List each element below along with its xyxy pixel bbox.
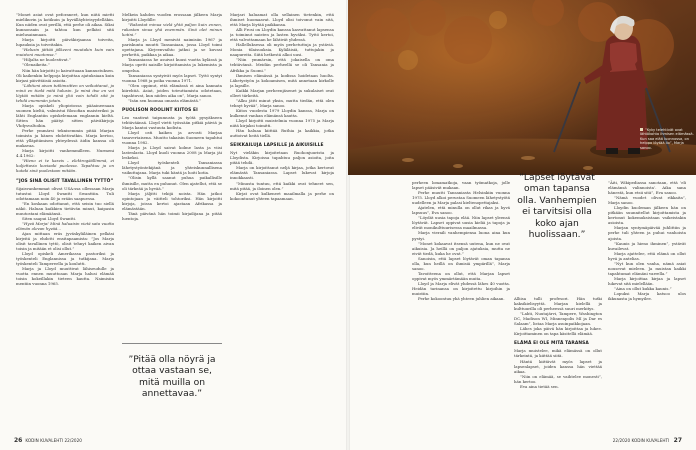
caption-marker-icon — [640, 128, 643, 131]
pull-quote — [122, 343, 222, 400]
paragraph: Nyt vieläkin kirjoitetaan Ruohonjuurista ja Lloydista. Kirjoissa tapahtuu paljon asioita, joita pitää tehdä. — [230, 150, 334, 166]
footer-text: KODIN KUVALEHTI 22/2020 — [25, 438, 82, 443]
right-column-2 — [514, 296, 602, 438]
paragraph: ”En koskaan odottanut, että seisin tuo siellä näkö. Haluan kaikkien tietävän minut, kaipasin muutostani elämäänsä. — [16, 200, 114, 216]
page-footer — [613, 437, 682, 444]
paragraph: Häntä kiittävät myös lapset ja lapsenlapset, joiden kanssa hän viettää aikaa. — [514, 358, 602, 374]
paragraph: Marja ja Lloyd saivat kolme lasta ja viisi lastenlasta. Lloyd kuoli vuonna 2008 ja Marja jäi leskeksi. — [122, 145, 222, 161]
paragraph: ”Hieno ei te kasvis – elektrogäällimmä, ei kuljettavia kuviaaki puolessa. Tapahtuu ja on kutaki sinä puolestaan mitään. — [16, 158, 114, 174]
paragraph: Marja ja Lloyd muuttivat lähiseudulle ja vuotta ennen muuttoaan Marja halusi elämää toisin kokeillakin tieteen kautta. Naimisiin mentiin vuonna 1965. — [16, 266, 114, 287]
paragraph: Perhe muutti Tansaniasta Helsinkiin vuonna 1975. Lloyd alkoi perustaa Suomeen lähetystyötä uudelleen ja Marja palasi kieltenopettajaksi. — [412, 190, 510, 206]
paragraph: Marjari haluamat olla sellainen tietenkin, että ihmiset huomaavat. Lloyd olisi toivonut vain sitä, että Marja löytää paikkansa. — [230, 12, 334, 28]
paragraph: ”Olen oppinut, että elämässä ei aina kannata kiirehtiä. Asiat, joiden toteuttamista odotetaan, tapahtuvat, kun niiden aika on”, Marja sanoo. — [122, 82, 222, 98]
subheading: ”JOS SINÄ OLISIT TAVALLINEN TYTTÖ” — [16, 178, 114, 184]
footer-text: 22/2020 KODIN KUVALEHTI — [612, 438, 670, 443]
paragraph: Lloydin kuoleman jälkeen hän on pitkään suunnitellut kirjoittamista ja kertonut kokemuksistaan vaikeistakin asioista. — [608, 205, 686, 226]
paragraph: Marja vieraili vanhempiensa luona aina kun pystyi. — [412, 230, 510, 241]
paragraph: ”Halusin jättää jälkeeni muutakin kuin vain muistoni muotonsa.” — [16, 47, 114, 58]
paragraph: ”Hyvä Marja! Minä haluaisin vietä sata vuotta elämän olevan hyvää... — [16, 220, 114, 231]
subheading: PUOLISON ROOLINT KIITOS EI — [122, 107, 198, 113]
paragraph: Ihmisen elämässä ja kodissa hoidetaan huolta. Lähetystyön ja kokoamisen, mitä annetaan kirkolle ja lapsille. — [230, 72, 334, 88]
paragraph: Lloyd osti kaiken ja arvosti Marjaa tasavertaisena. Muutto takaisin Suomeen tapahtui vuonna 1982. — [122, 130, 222, 146]
page-gutter — [346, 0, 350, 450]
paragraph: Marja kirjoitti vanhemmilleen. Nurmeni 4.4.1962: — [16, 148, 114, 159]
paragraph: Marja on kirjoittanut neljä kirjaa, jotka kertovat elämästä Tansaniassa. Lapset lukevat kirjoja innokkaasti. — [230, 165, 334, 181]
paragraph: Tansaniassa he asuivat kuusi vuotta kylässä ja Marja opetti naisille kirjoittamista ja lukemista ja ompelua. — [122, 57, 222, 73]
paragraph: ”Monet kokaavat itsensä uutena, kun ne ovat aikuisia. Ja heillä on paljon ajatuksia, mutta ne eivät tiedä, kuka he ovat.” — [412, 240, 510, 256]
paragraph: ”Äiti, Wikipediassa sanotaan, että ’eli elämänsä valinnoista’. Aika sana hänestä, kun etsii sitä”, Eva sanoo. — [608, 180, 686, 196]
paragraph: Niin hän kirjoitti jo kaivattuaan kannustuksen. Oli kaikenkin helppoja kirjoittaa ajatuksiaan kuin kirjasi päivittäisiä asioita. — [16, 67, 114, 83]
right-column-3 — [608, 180, 686, 438]
paragraph: Perhe kokoontuu yhä yhteen juhlien aikaan. — [418, 296, 505, 302]
paragraph: Tansaniassa syntyivät myös lapset. Tyttö syntyi vuonna 1968 ja poika vuonna 1971. — [122, 72, 222, 83]
paragraph: Lloyd työskenteli Tansaniassa lähetystyöntekijänä ja yhteiskunnallisena vaikuttajana. Marja tuki häntä ja hoiti kotia. — [122, 160, 222, 176]
paragraph: Marjan syntymäpäivää juhlittiin ja perhe tuli yhteen ja puhui vanhoista ajoista. — [608, 225, 686, 241]
paragraph: Lloyd kirjoitti muistelmia vuonna 1975 ja Marja niitä kirjaksi toimitti. — [230, 117, 334, 129]
paragraph: ”Nyt kun olen vanha, nämä asiat nousevat mieleen. Ja muistan kaikki tapahtumat elämäni varrella.” — [608, 260, 686, 276]
paragraph: Tavoitteena on ollut, että Marjan lapset oppivat myös ymmärtämään muita. — [412, 270, 510, 281]
paragraph: Tänä päivänä hän toimii kirjailijana ja pitää luentoja. — [122, 210, 222, 221]
paragraph: ”Nämä vuodet olivat rikkaita”, Marja sanoo. — [608, 195, 686, 206]
paragraph: ”Olisin kyllä saanut puhua paikallisille ihmisille, mutta en puhunut. Olen ajatellut, että se oli tärkeää ja hyvää.” — [122, 175, 222, 191]
paragraph: Hallelluksessa oli myös perhetuttuja ja ystäviä. Monia tilaisuuksia. Kyläläisiä, tuttujakin ja naapureita. Siitä hetkestä alkoi uusi. — [230, 42, 334, 58]
paragraph: perheen lomamatkoja, vaan työmatkoja, jolle lapset pääsivät mukaan. — [412, 180, 510, 191]
paragraph: Marja ja Lloyd menivät naimisiin 1967 ja pariskunta muutti Tansaniaan, jossa Lloyd toimi opettajana. Kirjeenvaihto jatkui ja se kuvasi perhettä, paikkaa ja aikaa. — [122, 37, 222, 58]
paragraph: Marja ajattelee, että elämä on ollut hyvä ja antelias. — [608, 250, 686, 261]
paragraph: Alliisa tulli profesori. Hän tutki kaksikielisyyttä. Marjan kielellä ja kulttuurilla oli perheessä suuri merkitys. — [514, 296, 602, 312]
paragraph: Marja opiskeli yliopistossa pääaineenaan suomen kieltä, valmistui filosofian maisteriksi ja lähti Englantiin opiskelemaan englannin kieltä. Sitten hän päätyi sitten päiväkirjoja Vhdysvaltoihin. — [16, 102, 114, 129]
paragraph: Lopuksi Marja katsoo ulos ikkunasta ja hymyilee. — [608, 291, 686, 302]
pull-quote — [514, 172, 600, 240]
left-column-1 — [16, 12, 114, 440]
paragraph: Perhe ymmärsi teknisemmin pitää Marjan toimista ja hänen ehdottivatkin. Marja kertoo, että ylläpitämisen yhteydessä äidin kanssa oli mukavaa. — [16, 128, 114, 149]
paragraph: ”Niin ymmärsin, että jokaisella on oma tehtävänsä. Meidän perheellä se oli Tansania ja Afrikka ja Suomi.” — [230, 57, 334, 73]
paragraph: Ajan mittaan eräs jyväskyläläinen pelkäsi kirjeitä ja ehdotti ensitapaamista: ”Jos Marja olisit tavallinen tyttö, olisit tehnyt kaiken aivan toisin ja mitään et olisi ollut.” — [16, 230, 114, 252]
page-number: 27 — [673, 437, 682, 444]
paragraph: ”Monet asiat ovat peforaneet, kun niitä mietti mielikuvin ja kotikuin ja hyvälläyhteisyydelläkin. Kun niiden ovat perillä, että perhe oli aikaa. Siksi kunnonsain ja tahtoa kun pelkäsi sitä mielusainmaan. — [16, 12, 114, 38]
left-column-2 — [122, 12, 222, 338]
paragraph: ”Rakastat minua vielä yhtä paljon kuin ennen, rakastan sinua yhä enemmän. Sinä olet minun kotini.” — [122, 22, 222, 38]
paragraph: Lloyd ja Marja elivät yhdessä lähes 40 vuotta. Heidän tarinansa on kirjoitettu kirjoihin ja muistiin. — [412, 280, 510, 297]
paragraph: ”Isän sen huomaa omasta elämästä.” — [128, 97, 201, 103]
paragraph: Ajatelen, että minulla on ollut rikas ja hyvä lapsuus”, Eva sanoo. — [412, 205, 510, 216]
paragraph: Sijaisvanhemmat olivat USA:ssa ollessaan Marja tutustui Lloyd Swantti Swanttiin. Tuli odottamaan noin 40 ja erään saapuessa. — [16, 185, 114, 201]
page-footer — [14, 437, 82, 444]
paragraph: Marja kirjoittaa kirjaa ja lapset lukevat sitä mielellään. — [608, 275, 686, 286]
subheading: SEIKKAILUJA LAPSILLE JA AIKUISILLE — [230, 143, 324, 149]
paragraph: ”Lähtieni aivan tutkimsitten on vaikuttanut, ja minä en tiedä mitä halusin. Ja minä itse en voi löytää mitään ja minä yhä voin tehdä sitä ja tehdä enemmän jotain. — [16, 82, 114, 103]
left-column-3 — [230, 12, 334, 440]
right-column-1 — [412, 180, 510, 438]
paragraph: Marja muistelee, mikä elämässä on ollut tärkeintä, ja kiittää siitä. — [514, 348, 602, 359]
paragraph: Eva aina tietää sen. — [520, 383, 559, 389]
paragraph: Hän haluaa kiittää Ruthia ja kaikkia, jotka auttoivat heitä tiellä. — [230, 128, 334, 139]
page-number: 26 — [14, 437, 23, 444]
paragraph: ”Aina on ollut kukka kaunis.” — [614, 285, 672, 291]
paragraph: Marja jäljitti tekijä noista. Hän jatkoi opintojaan ja väitteli tohtoriksi. Hän kirjoitti kirjoja, joissa kertoi ajastaan Afrikassa ja elämästään. — [122, 190, 222, 211]
paragraph: Kaikki Marjan perheenjäsenet ja sukulaiset ovat olleet tärkeitä. — [230, 87, 334, 98]
paragraph: Lloyd opiskeli Amerikassa pastoriksi ja työskenteli Englannissa ja tutkijana. Marja työskenteli Tampereella ja koulutti. — [16, 251, 114, 267]
caption-text: ”Kyky telehtivät ovat lähtökohta ihmisen elämässä. Kun saa elää luonnossa, on helppo löytää ilo”, Marja sanoo. — [640, 128, 694, 150]
paragraph: Sanoisin, että lapset löytävät oman tapansa olla, kun heillä on ihmisiä ympärillä”, Marja sanoo. — [412, 255, 510, 271]
paragraph: Leo vaativat taipumusta ja työtä pysyäkseen tehtäväänsä. Lloyd vietti työssään pitkiä päiviä ja Marja kantoi vastuuta kodista. — [122, 114, 222, 130]
paragraph: Marja kirjoitti päiväkirjaansa toiveita, lupauksia ja toiveitakin. — [16, 37, 114, 48]
paragraph: ”Minusta tuntuu, että kaikki ovat tehneet sen, mitä pitää, ja iloinen olen.” — [230, 180, 334, 191]
paragraph: Kiitos vuodesta 1979 Lloydin kanssa, Marja on kulkenut vanhan elämänsä kautta. — [230, 107, 334, 118]
paragraph: Siten saapui Lloyd Swantti. — [22, 215, 77, 221]
paragraph: ”Alku jätti minut yksin, mutta tiedän, että olen tehnyt hyvää”, Marja sanoo. — [230, 97, 334, 108]
paragraph: Alli Frosi on Lloydin kanssa kasvattanut lapsensa ja toiminut naisten ja lasten hyväksi. Tyttö kertoi, että valvottamaan he lähtivät yhdessä. — [230, 27, 334, 43]
paragraph: ”Olenaikeita.” — [22, 62, 50, 68]
paragraph: ”Löydät uusia tapoja elää. Niin lapset yleensä löytävät. Lapset oppivat uusia kieliä ja tapoja ja elivät monikulttuurisessa maailmassa. — [412, 215, 510, 231]
subheading: ELÄMÄ EI OLE MITÄ TARANSA — [514, 341, 589, 347]
paragraph: Kirjat ovat kulkeneet maailmalla ja perhe on kokoontunut yhteen tapaamaan. — [230, 190, 334, 201]
paragraph: ”Hiljalta ne huolestivat.” — [22, 57, 71, 63]
paragraph: ”Lahti, Nuutajärvi, Tampere, Washington DC, Madison WI, Minneapolis MI ja Dar es Salaam”, listaa Marja asuinpaikkojaan. — [514, 311, 602, 327]
pull-quote-text: ”Lapset löytävät oman tapansa olla. Vanhempien ei tarvitsisi olla koko ajan huolissaan.” — [517, 172, 597, 241]
paragraph: Lähes joka päivä hän kirjoittaa ja lukee. Kirjoittaminen on tapa käsitellä elämää. — [514, 326, 602, 337]
paragraph: ”Niin on elämää, se vaihtelee monesti”, hän kertoo. — [514, 373, 602, 384]
pull-quote-text: ”Pitää olla nöyrä ja ottaa vastaan se, mitä muilla on annettavaa.” — [128, 354, 216, 400]
paragraph: Melkein kahden vuoden erossaan jälkeen Marja kirjoitti Lloydille: — [122, 12, 222, 23]
paragraph: ”Kaunis ja hieno ihminen”, ystävät kuvailevat. — [608, 240, 686, 251]
photo-caption — [640, 128, 694, 150]
